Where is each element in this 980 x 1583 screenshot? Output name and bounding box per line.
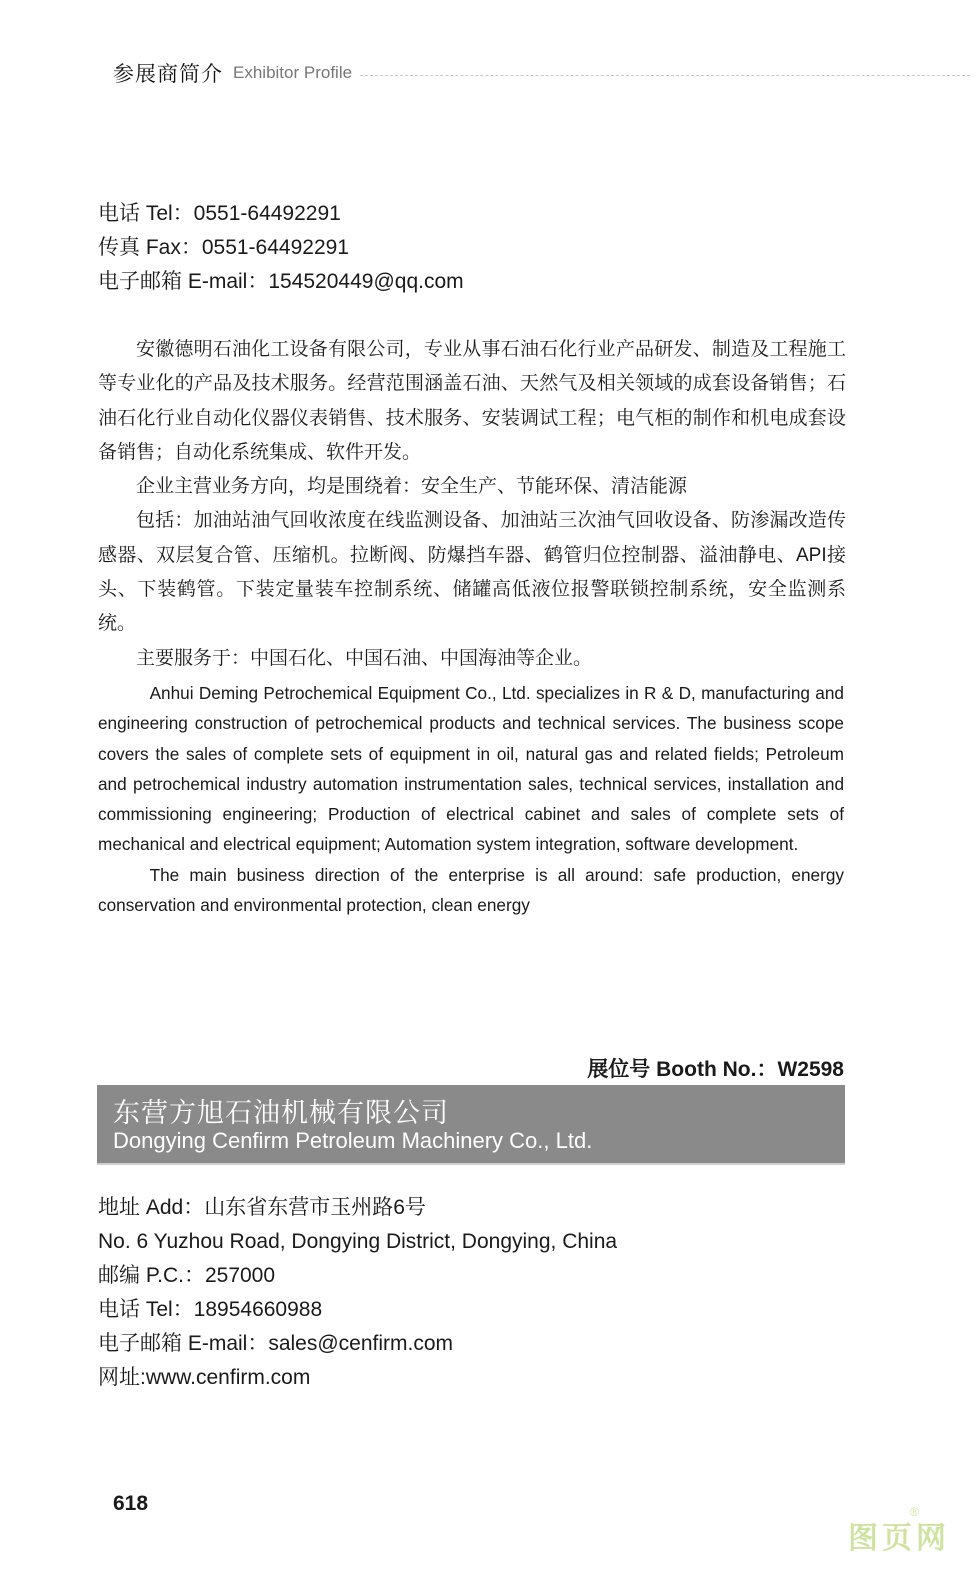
description-en-paragraph: The main business direction of the enterprise is all around: safe production, energy conservation and environmental protection, clean energy bbox=[98, 864, 844, 916]
company1-description-en bbox=[98, 678, 844, 920]
registered-mark-icon: ® bbox=[910, 1505, 919, 1519]
watermark-logo bbox=[848, 1505, 950, 1557]
page-number: 618 bbox=[113, 1492, 149, 1515]
company2-name-banner bbox=[97, 1085, 845, 1165]
company1-tel: 电话 Tel：0551-64492291 bbox=[98, 202, 341, 225]
company2-website[interactable]: 网址:www.cenfirm.com bbox=[98, 1366, 311, 1389]
header-title-en: Exhibitor Profile bbox=[233, 63, 353, 82]
description-zh-paragraph: 包括：加油站油气回收浓度在线监测设备、加油站三次油气回收设备、防渗漏改造传感器、双层复合管、压缩机。拉断阀、防爆挡车器、鹤管归位控制器、溢油静电、API接头、下装鹤管。下装定量装车控制系统、储罐高低液位报警联锁控制系统，安全监测系统。 bbox=[98, 510, 846, 635]
header-dashed-rule bbox=[360, 75, 970, 76]
company2-contact bbox=[98, 1191, 617, 1395]
company2-name-en: Dongying Cenfirm Petroleum Machinery Co., Ltd. bbox=[113, 1128, 593, 1153]
watermark-text: 图页网 bbox=[848, 1522, 950, 1555]
company2-address-zh: 地址 Add：山东省东营市玉州路6号 bbox=[98, 1196, 426, 1219]
booth-number: 展位号 Booth No.：W2598 bbox=[587, 1058, 844, 1081]
company1-email: 电子邮箱 E-mail：154520449@qq.com bbox=[98, 270, 464, 293]
description-zh-paragraph: 安徽德明石油化工设备有限公司，专业从事石油石化行业产品研发、制造及工程施工等专业化的产品及技术服务。经营范围涵盖石油、天然气及相关领域的成套设备销售；石油石化行业自动化仪器仪表销售、技术服务、安装调试工程；电气柜的制作和机电成套设备销售；自动化系统集成、软件开发。 bbox=[98, 339, 846, 463]
company1-description-zh bbox=[98, 333, 846, 676]
company2-address-en: No. 6 Yuzhou Road, Dongying District, Dongying, China bbox=[98, 1230, 618, 1253]
description-zh-paragraph: 企业主营业务方向，均是围绕着：安全生产、节能环保、清洁能源 bbox=[136, 476, 688, 498]
company2-postcode: 邮编 P.C.：257000 bbox=[98, 1264, 276, 1287]
page-header bbox=[113, 58, 970, 88]
company2-tel: 电话 Tel：18954660988 bbox=[98, 1298, 323, 1321]
company1-contact bbox=[98, 197, 464, 299]
company2-name-zh: 东营方旭石油机械有限公司 bbox=[113, 1098, 449, 1128]
description-zh-paragraph: 主要服务于：中国石化、中国石油、中国海油等企业。 bbox=[136, 647, 593, 669]
description-en-paragraph: Anhui Deming Petrochemical Equipment Co., Ltd. specializes in R & D, manufacturing and engineering construction of petrochemical products and technical services. The business scope covers the sales of complete sets of equipment in oil, natural gas and related fields; Petroleum and petrochemical industry automation instrumentation sales, technical services, installation and commissioning engineering; Production of electrical cabinet and sales of complete sets of mechanical and electrical equipment; Automation system integration, software development. bbox=[98, 683, 844, 855]
company1-fax: 传真 Fax：0551-64492291 bbox=[98, 236, 349, 259]
company2-email: 电子邮箱 E-mail：sales@cenfirm.com bbox=[98, 1332, 454, 1355]
header-title-zh: 参展商简介 bbox=[113, 63, 223, 86]
